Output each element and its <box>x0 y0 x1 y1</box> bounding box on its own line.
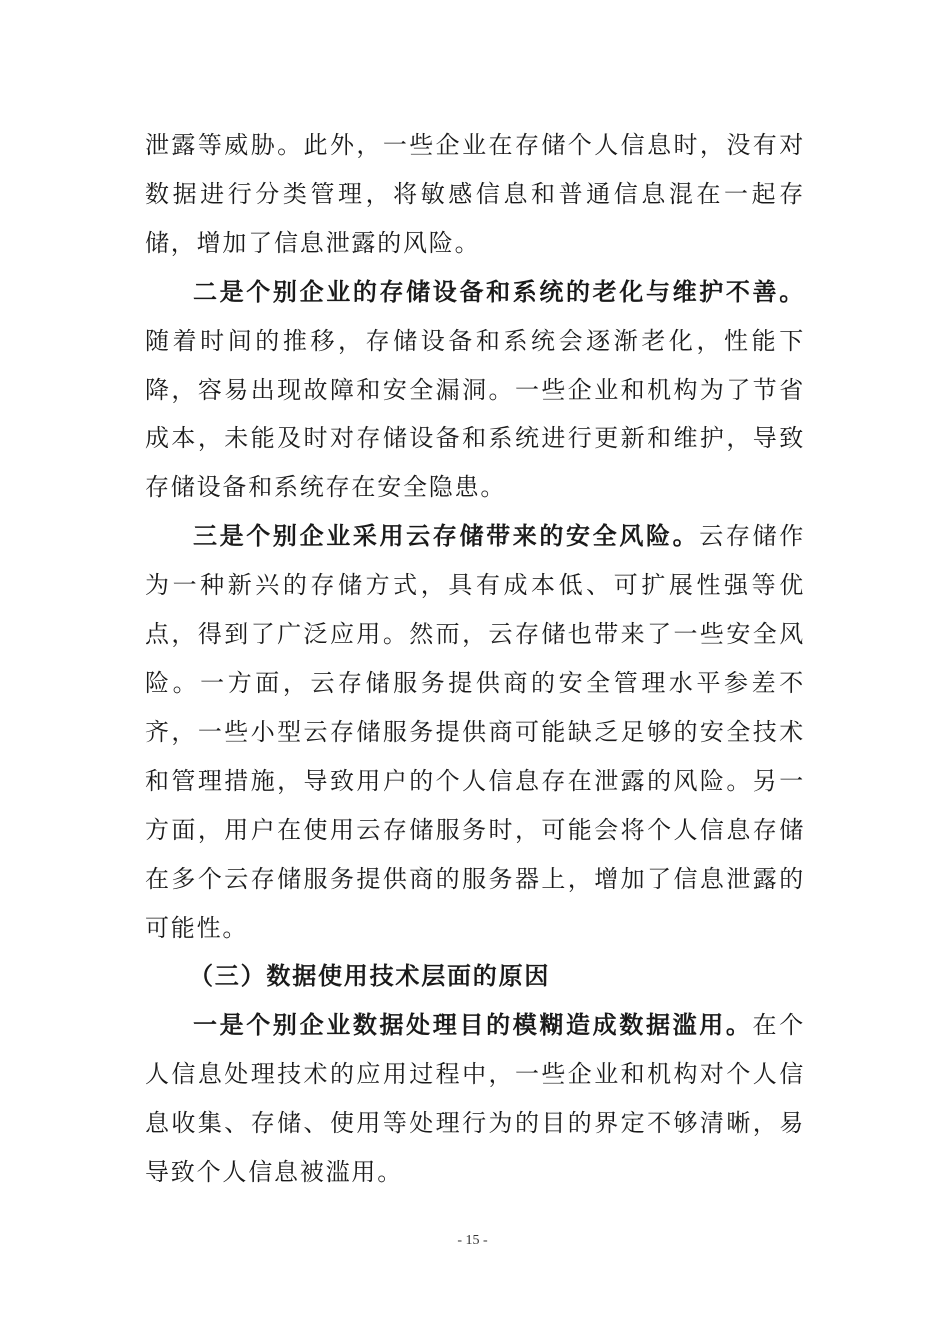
paragraph-data-abuse <box>145 1001 805 1197</box>
paragraph-cloud-risk <box>145 512 805 952</box>
document-body <box>145 121 805 1197</box>
paragraph-continuation <box>145 121 805 268</box>
paragraph-text: 在个人信息处理技术的应用过程中，一些企业和机构对个人信息收集、存储、使用等处理行为的目的界定不够清晰，易导致个人信息被滥用。 <box>145 1011 805 1187</box>
paragraph-lead: 一是个别企业数据处理目的模糊造成数据滥用。 <box>193 1010 753 1040</box>
paragraph-lead: 二是个别企业的存储设备和系统的老化与维护不善。 <box>193 276 805 306</box>
paragraph-text: 云存储作为一种新兴的存储方式，具有成本低、可扩展性强等优点，得到了广泛应用。然而，云存储也带来了一些安全风险。一方面，云存储服务提供商的安全管理水平参差不齐，一些小型云存储服务提供商可能缺乏足够的安全技术和管理措施，导致用户的个人信息存在泄露的风险。另一方面，用户在使用云存储服务时，可能会将个人信息存储在多个云存储服务提供商的服务器上，增加了信息泄露的可能性。 <box>145 522 806 942</box>
paragraph-text: 泄露等威胁。此外，一些企业在存储个人信息时，没有对数据进行分类管理，将敏感信息和普通信息混在一起存储，增加了信息泄露的风险。 <box>145 131 805 257</box>
paragraph-text: 随着时间的推移，存储设备和系统会逐渐老化，性能下降，容易出现故障和安全漏洞。一些企业和机构为了节省成本，未能及时对存储设备和系统进行更新和维护，导致存储设备和系统存在安全隐患。 <box>145 326 805 502</box>
page-number: - 15 - <box>457 1233 488 1248</box>
paragraph-storage-aging <box>145 268 805 513</box>
section-heading: （三）数据使用技术层面的原因 <box>189 961 551 991</box>
paragraph-lead: 三是个别企业采用云存储带来的安全风险。 <box>193 521 700 551</box>
